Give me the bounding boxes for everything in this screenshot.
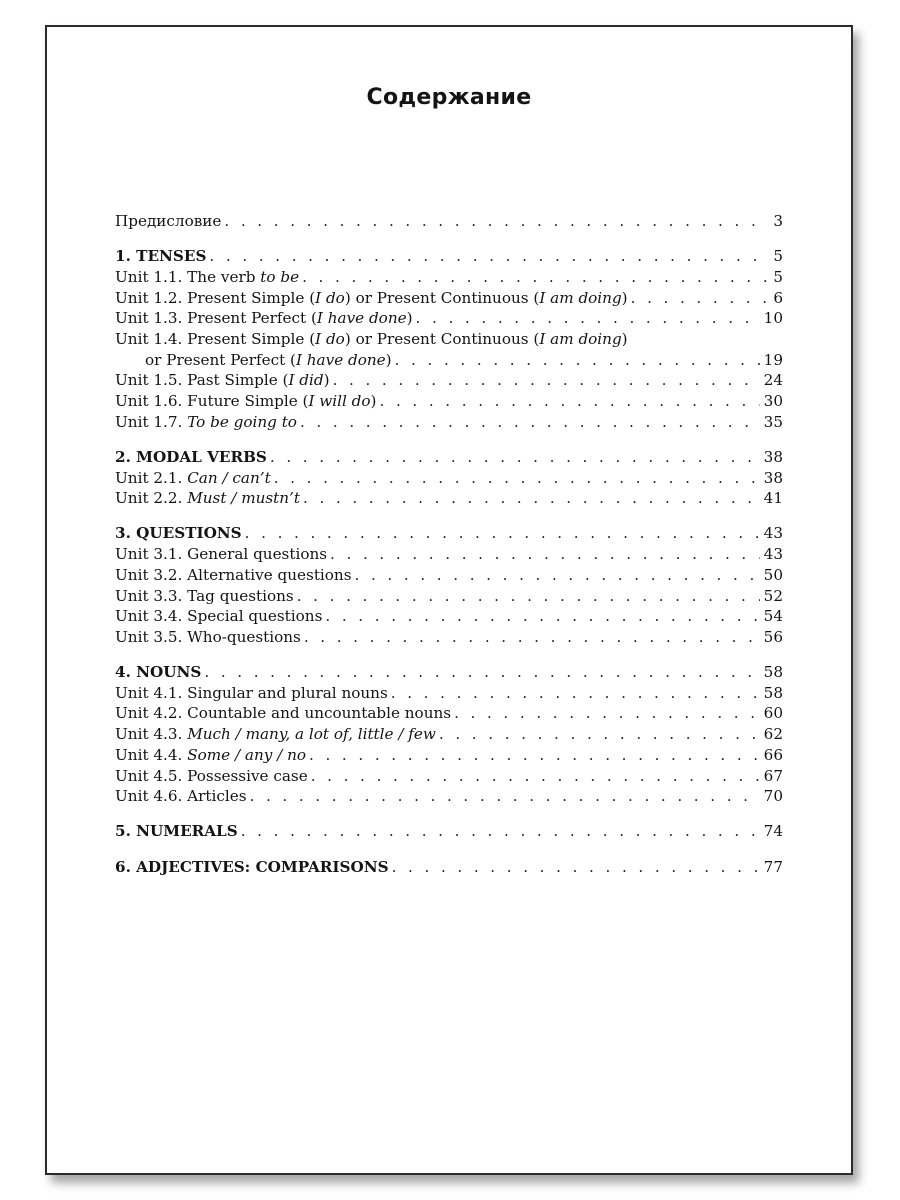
toc-entry-unit-4-3[interactable]	[115, 724, 783, 745]
toc-entry-label: Unit 4.1. Singular and plural nouns	[115, 683, 388, 702]
toc-page-number: 10	[763, 309, 783, 328]
toc-page-number: 6	[773, 288, 783, 307]
toc-chapter-label: 6. ADJECTIVES: COMPARISONS	[115, 857, 389, 876]
toc-chapter-numerals[interactable]	[115, 821, 783, 842]
toc-entry-unit-1-2[interactable]	[115, 288, 783, 309]
toc-entry-unit-3-4[interactable]	[115, 606, 783, 627]
toc-page-number: 54	[763, 607, 783, 626]
toc-page-number: 38	[763, 447, 783, 466]
toc-entry-label: Unit 1.5. Past Simple (I did)	[115, 371, 330, 390]
toc-page-number: 19	[763, 350, 783, 369]
toc-chapter-adjectives[interactable]	[115, 857, 783, 878]
toc-page-number: 52	[763, 586, 783, 605]
dot-leader	[302, 267, 769, 288]
toc-entry-label: Unit 1.1. The verb to be	[115, 267, 300, 286]
toc-page-number: 60	[763, 704, 783, 723]
toc-entry-unit-4-6[interactable]	[115, 786, 783, 807]
dot-leader	[355, 565, 760, 586]
toc-chapter-label: 5. NUMERALS	[115, 822, 238, 841]
toc-entry-unit-4-5[interactable]	[115, 766, 783, 787]
toc-page-number: 58	[763, 663, 783, 682]
toc-chapter-label: 2. MODAL VERBS	[115, 447, 267, 466]
dot-leader	[303, 488, 760, 509]
toc-chapter-modal-verbs[interactable]	[115, 447, 783, 468]
toc-page-number: 58	[763, 683, 783, 702]
toc-entry-label: Unit 1.7. To be going to	[115, 412, 297, 431]
dot-leader	[454, 703, 760, 724]
dot-leader	[311, 766, 760, 787]
toc-page-number: 3	[773, 212, 783, 230]
toc-chapter-label: 1. TENSES	[115, 247, 207, 266]
toc-entry-label: Unit 1.2. Present Simple (I do) or Present Continuous (I am doing)	[115, 288, 628, 307]
toc-chapter-tenses[interactable]	[115, 246, 783, 267]
toc-entry-label: Unit 4.5. Possessive case	[115, 766, 308, 785]
toc-entry-label: Unit 3.3. Tag questions	[115, 586, 294, 605]
dot-leader	[391, 683, 760, 704]
toc-page-number: 43	[763, 545, 783, 564]
toc-page-number: 38	[763, 468, 783, 487]
toc-entry-unit-4-1[interactable]	[115, 683, 783, 704]
toc-entry-label: or Present Perfect (I have done)	[145, 350, 392, 369]
toc-entry-label: Unit 1.6. Future Simple (I will do)	[115, 392, 377, 410]
toc-page-number: 77	[763, 857, 783, 876]
dot-leader	[204, 662, 759, 683]
dot-leader	[439, 724, 760, 745]
toc-entry-label: Unit 3.1. General questions	[115, 545, 328, 564]
toc-entry-preface[interactable]	[115, 211, 783, 232]
toc-entry-unit-3-5[interactable]	[115, 627, 783, 648]
toc-entry-label: Unit 1.4. Present Simple (I do) or Present Continuous (I am doing)	[115, 329, 628, 348]
toc-entry-label: Unit 4.4. Some / any / no	[115, 745, 307, 764]
dot-leader	[416, 308, 760, 329]
toc-page-number: 43	[763, 524, 783, 543]
toc-page-number: 41	[763, 489, 783, 508]
toc-entry-label: Unit 4.3. Much / many, a lot of, little / few	[115, 725, 436, 744]
toc-entry-unit-1-5[interactable]	[115, 370, 783, 391]
toc-entry-unit-4-2[interactable]	[115, 703, 783, 724]
toc-page-number: 50	[763, 565, 783, 584]
toc-entry-label: Unit 1.3. Present Perfect (I have done)	[115, 309, 413, 328]
toc-entry-label: Unit 3.2. Alternative questions	[115, 565, 352, 584]
toc-page-number: 74	[763, 822, 783, 841]
toc-entry-unit-1-1[interactable]	[115, 267, 783, 288]
toc-entry-label: Unit 3.5. Who-questions	[115, 627, 301, 646]
dot-leader	[379, 391, 759, 412]
toc-entry-unit-1-7[interactable]	[115, 412, 783, 433]
toc-page-number: 5	[773, 267, 783, 286]
toc-entry-unit-2-2[interactable]	[115, 488, 783, 509]
toc-chapter-questions[interactable]	[115, 523, 783, 544]
toc-page-number: 70	[763, 787, 783, 806]
toc-entry-label: Unit 4.6. Articles	[115, 787, 247, 806]
dot-leader	[250, 786, 760, 807]
dot-leader	[241, 821, 760, 842]
toc-entry-label: Предисловие	[115, 212, 222, 230]
toc-chapter-label: 3. QUESTIONS	[115, 524, 242, 543]
toc-entry-unit-3-3[interactable]	[115, 586, 783, 607]
dot-leader	[304, 627, 760, 648]
toc-page-number: 56	[763, 627, 783, 646]
toc-page-number: 30	[763, 392, 783, 410]
toc-page-number: 67	[763, 766, 783, 785]
toc-chapter-nouns[interactable]	[115, 662, 783, 683]
toc-entry-unit-2-1[interactable]	[115, 468, 783, 489]
toc-page-number: 62	[763, 725, 783, 744]
table-of-contents	[115, 211, 783, 877]
toc-entry-unit-3-2[interactable]	[115, 565, 783, 586]
page-title: Содержание	[366, 85, 532, 110]
dot-leader	[297, 586, 760, 607]
toc-entry-unit-1-4-continued[interactable]	[115, 350, 783, 371]
dot-leader	[300, 412, 760, 433]
toc-page-number: 24	[763, 371, 783, 390]
dot-leader	[395, 350, 760, 371]
dot-leader	[392, 857, 760, 878]
toc-page-number: 5	[773, 247, 783, 266]
dot-leader	[330, 544, 760, 565]
dot-leader	[333, 370, 760, 391]
dot-leader	[270, 447, 760, 468]
toc-entry-label: Unit 2.2. Must / mustn’t	[115, 489, 300, 508]
dot-leader	[274, 468, 760, 489]
toc-entry-label: Unit 4.2. Countable and uncountable nouns	[115, 704, 452, 723]
dot-leader	[245, 523, 760, 544]
toc-page-number: 35	[763, 412, 783, 431]
dot-leader	[631, 288, 770, 309]
dot-leader	[309, 745, 760, 766]
toc-page-number: 66	[763, 745, 783, 764]
toc-entry-label: Unit 2.1. Can / can’t	[115, 468, 271, 487]
dot-leader	[325, 606, 759, 627]
toc-entry-unit-3-1[interactable]	[115, 544, 783, 565]
document-page	[45, 25, 853, 1175]
toc-entry-label: Unit 3.4. Special questions	[115, 607, 323, 626]
toc-entry-unit-4-4[interactable]	[115, 745, 783, 766]
toc-entry-unit-1-3[interactable]	[115, 308, 783, 329]
dot-leader	[209, 246, 769, 267]
dot-leader	[224, 211, 769, 232]
toc-chapter-label: 4. NOUNS	[115, 663, 202, 682]
toc-entry-unit-1-6[interactable]	[115, 391, 783, 412]
toc-entry-unit-1-4[interactable]	[115, 329, 783, 350]
